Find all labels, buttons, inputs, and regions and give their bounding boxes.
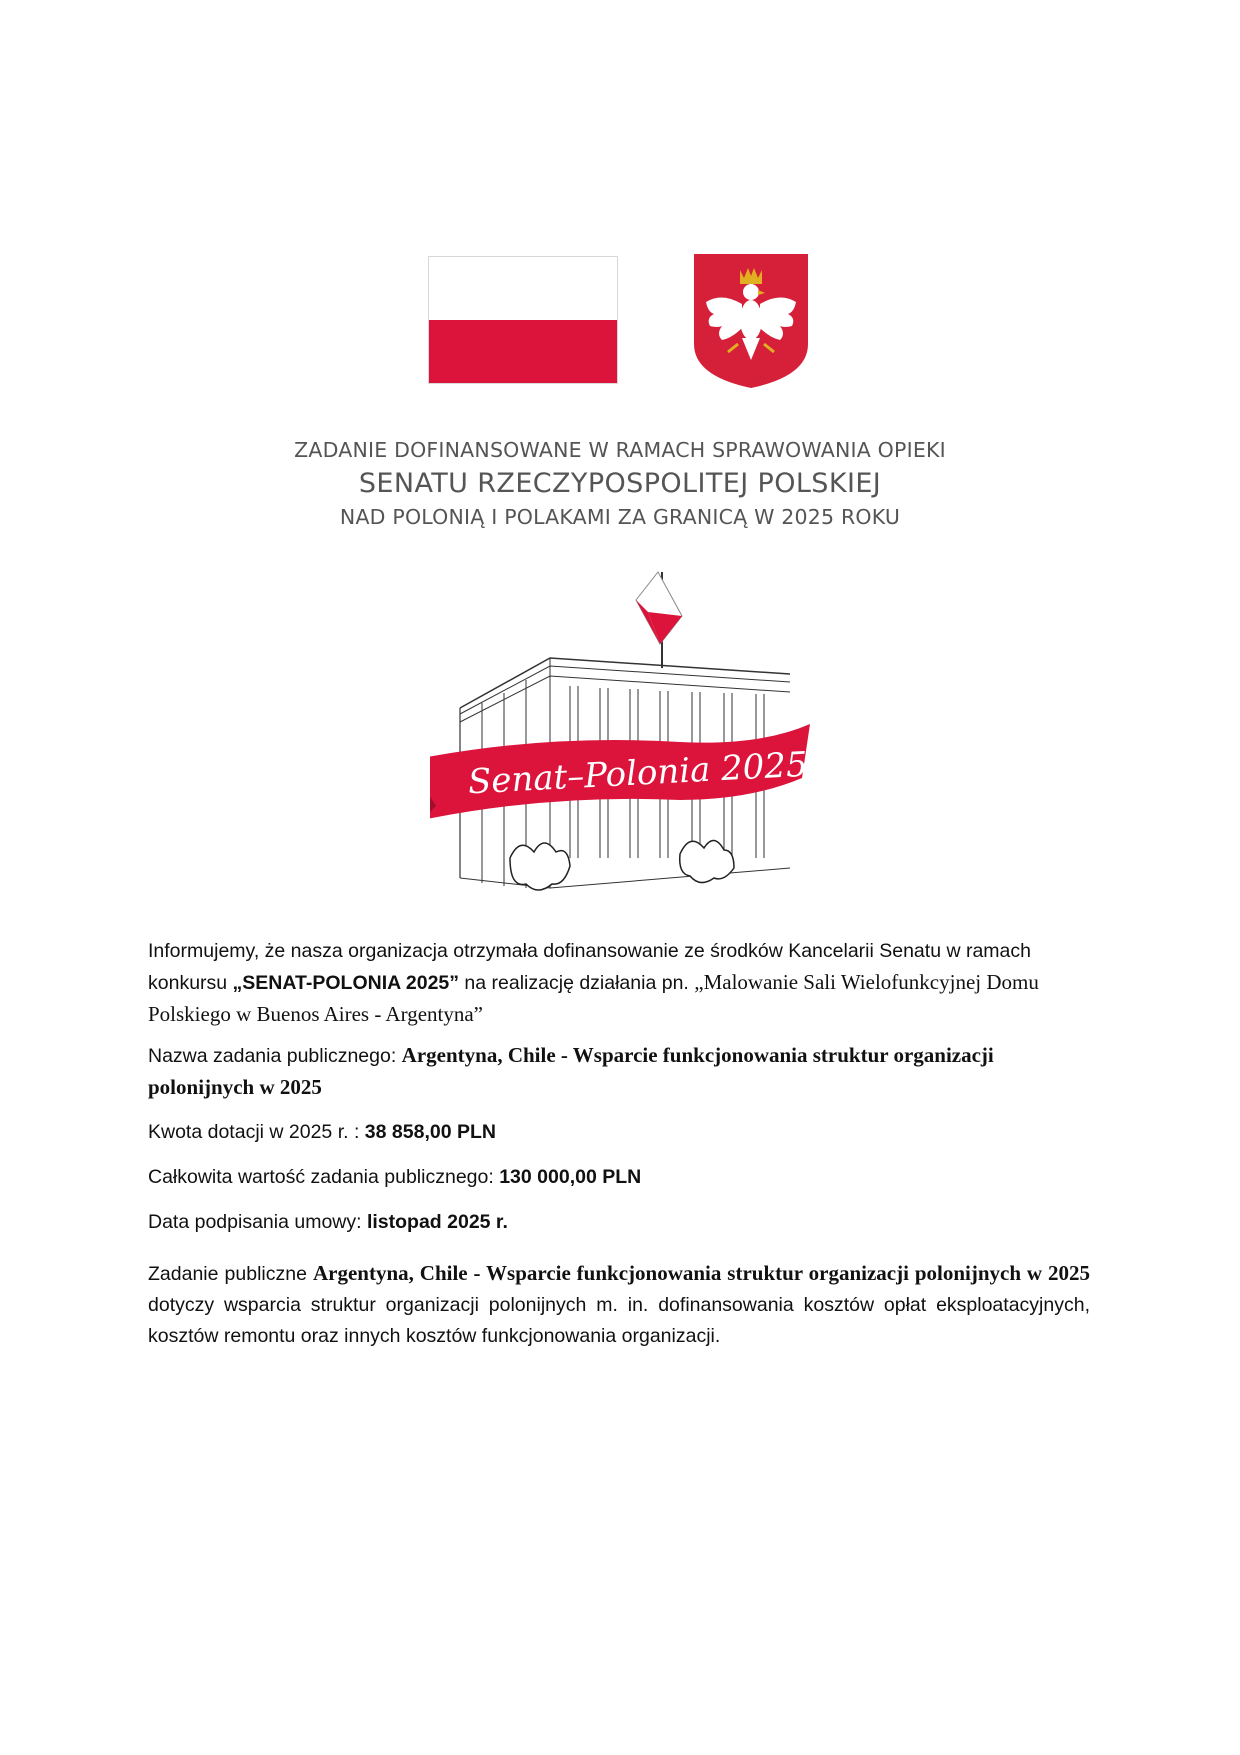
intro-paragraph xyxy=(148,936,1090,1031)
logo-banner-text: Senat–Polonia 2025 xyxy=(466,744,809,803)
grant-amount-paragraph xyxy=(148,1117,1090,1148)
task-description-text-c: dotyczy wsparcia struktur organizacji polonijnych m. in. dofinansowania kosztów opłat eksploatacyjnych, kosztów remontu oraz innych kosztów funkcjonowania organizacji. xyxy=(148,1294,1090,1347)
polish-flag xyxy=(428,256,618,384)
task-name-label: Nazwa zadania publicznego: xyxy=(148,1045,402,1067)
task-description-text-a: Zadanie publiczne xyxy=(148,1263,313,1285)
senat-polonia-logo xyxy=(430,558,810,918)
task-description-name: Argentyna, Chile - Wsparcie funkcjonowania struktur organizacji polonijnych w 2025 xyxy=(312,1261,1090,1285)
total-value-label: Całkowita wartość zadania publicznego: xyxy=(148,1166,500,1188)
task-description-paragraph xyxy=(148,1258,1090,1352)
intro-text-a: Informujemy, że nasza organizacja otrzymała dofinansowanie ze środków Kancelarii Senatu w ramach konkursu xyxy=(148,940,1031,994)
polish-eagle-emblem-icon xyxy=(692,252,810,390)
grant-amount-label: Kwota dotacji w 2025 r. : xyxy=(148,1121,365,1143)
header-line-3: NAD POLONIĄ I POLAKAMI ZA GRANICĄ W 2025 ROKU xyxy=(339,505,901,529)
flag-red-stripe xyxy=(429,320,617,383)
task-name-paragraph xyxy=(148,1040,1090,1104)
signing-date-paragraph xyxy=(148,1207,1090,1238)
task-name-value: Argentyna, Chile - Wsparcie funkcjonowania struktur organizacji polonijnych w 2025 xyxy=(148,1043,994,1099)
intro-text-c: na realizację działania pn. xyxy=(459,972,695,994)
grant-amount-value: 38 858,00 PLN xyxy=(364,1121,496,1143)
action-name: „Malowanie Sali Wielofunkcyjnej Domu Polskiego w Buenos Aires - Argentyna” xyxy=(148,970,1039,1026)
flag-white-stripe xyxy=(429,257,617,320)
total-value-value: 130 000,00 PLN xyxy=(499,1166,642,1188)
total-value-paragraph xyxy=(148,1162,1090,1193)
signing-date-value: listopad 2025 r. xyxy=(366,1211,508,1233)
signing-date-label: Data podpisania umowy: xyxy=(148,1211,367,1233)
contest-name: „SENAT-POLONIA 2025” xyxy=(232,972,460,994)
header-line-1: ZADANIE DOFINANSOWANE W RAMACH SPRAWOWANIA OPIEKI xyxy=(294,438,946,462)
header-line-2: SENATU RZECZYPOSPOLITEJ POLSKIEJ xyxy=(358,468,882,499)
